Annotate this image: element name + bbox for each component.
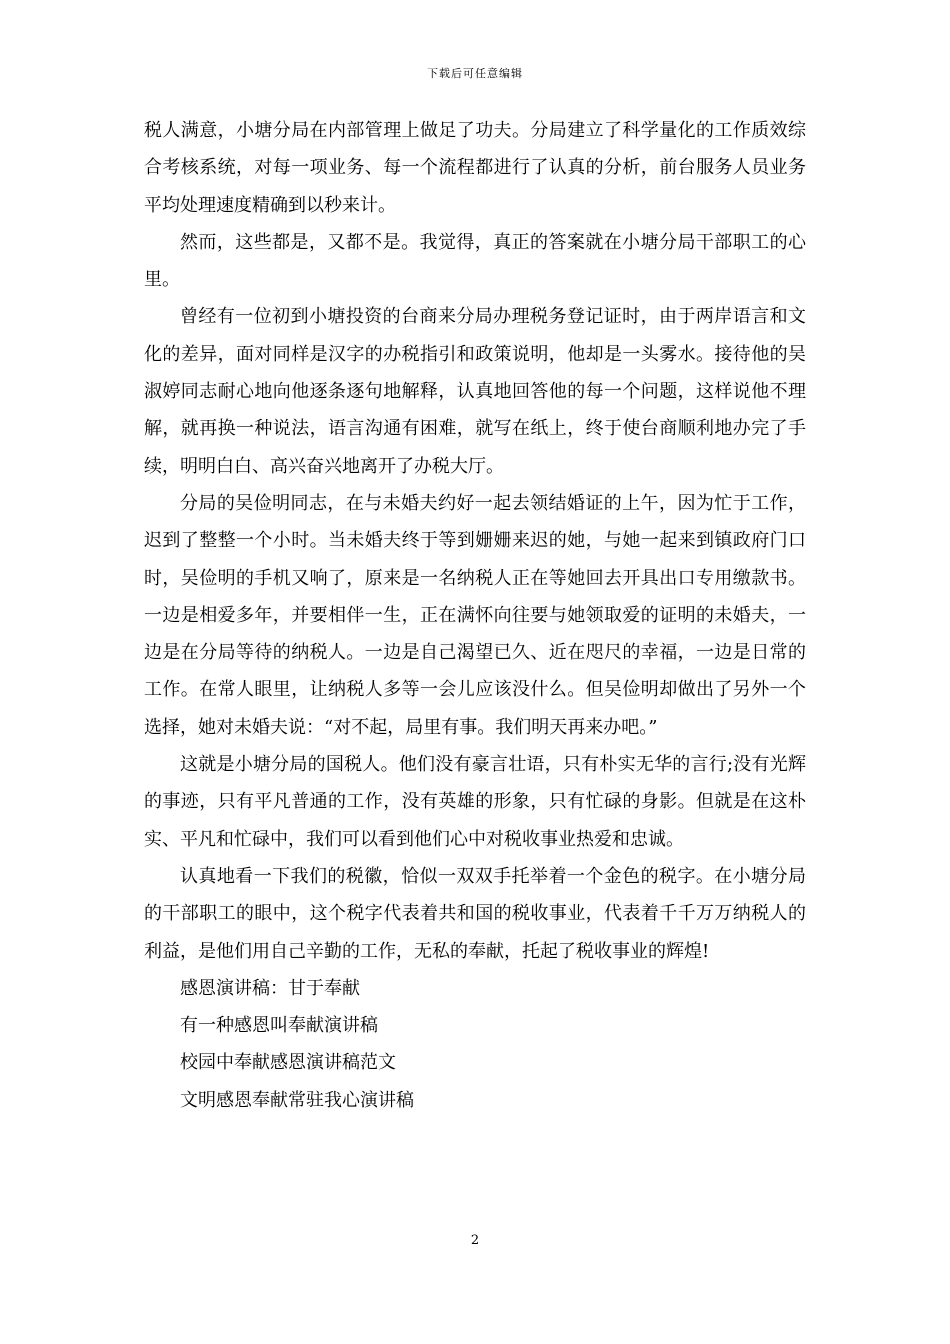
paragraph-continued: 税人满意，小塘分局在内部管理上做足了功夫。分局建立了科学量化的工作质效综合考核系统，对每一项业务、每一个流程都进行了认真的分析，前台服务人员业务平均处理速度精确到以秒来计。 (144, 120, 806, 216)
related-title: 感恩演讲稿：甘于奉献 (180, 977, 360, 999)
related-title: 有一种感恩叫奉献演讲稿 (180, 1015, 378, 1037)
related-title: 校园中奉献感恩演讲稿范文 (180, 1052, 396, 1074)
page-number: 2 (470, 1233, 480, 1248)
paragraph: 认真地看一下我们的税徽，恰似一双双手托举着一个金色的税字。在小塘分局的干部职工的眼中，这个税字代表着共和国的税收事业，代表着千千万万纳税人的利益，是他们用自己辛勤的工作，无私的奉献，托起了税收事业的辉煌! (144, 865, 806, 962)
paragraph: 分局的吴俭明同志，在与未婚夫约好一起去领结婚证的上午，因为忙于工作，迟到了整整一个小时。当未婚夫终于等到姗姗来迟的她，与她一起来到镇政府门口时，吴俭明的手机又响了，原来是一名纳税人正在等她回去开具出口专用缴款书。一边是相爱多年，并要相伴一生，正在满怀向往要与她领取爱的证明的未婚夫，一边是在分局等待的纳税人。一边是自己渴望已久、近在咫尺的幸福，一边是日常的工作。在常人眼里，让纳税人多等一会儿应该没什么。但吴俭明却做出了另外一个选择，她对未婚夫说：“对不起，局里有事。我们明天再来办吧。” (144, 492, 806, 738)
paragraph: 曾经有一位初到小塘投资的台商来分局办理税务登记证时，由于两岸语言和文化的差异，面对同样是汉字的办税指引和政策说明，他却是一头雾水。接待他的吴淑婷同志耐心地向他逐条逐句地解释，认真地回答他的每一个问题，这样说他不理解，就再换一种说法，语言沟通有困难，就写在纸上，终于使台商顺利地办完了手续，明明白白、高兴奋兴地离开了办税大厅。 (144, 306, 806, 477)
paragraph: 然而，这些都是，又都不是。我觉得，真正的答案就在小塘分局干部职工的心里。 (144, 231, 806, 291)
related-title: 文明感恩奉献常驻我心演讲稿 (180, 1089, 414, 1111)
document-body (144, 112, 806, 1119)
paragraph: 这就是小塘分局的国税人。他们没有豪言壮语，只有朴实无华的言行;没有光辉的事迹，只有平凡普通的工作，没有英雄的形象，只有忙碌的身影。但就是在这朴实、平凡和忙碌中，我们可以看到他们心中对税收事业热爱和忠诚。 (144, 754, 806, 850)
page-header: 下载后可任意编辑 (427, 67, 523, 80)
